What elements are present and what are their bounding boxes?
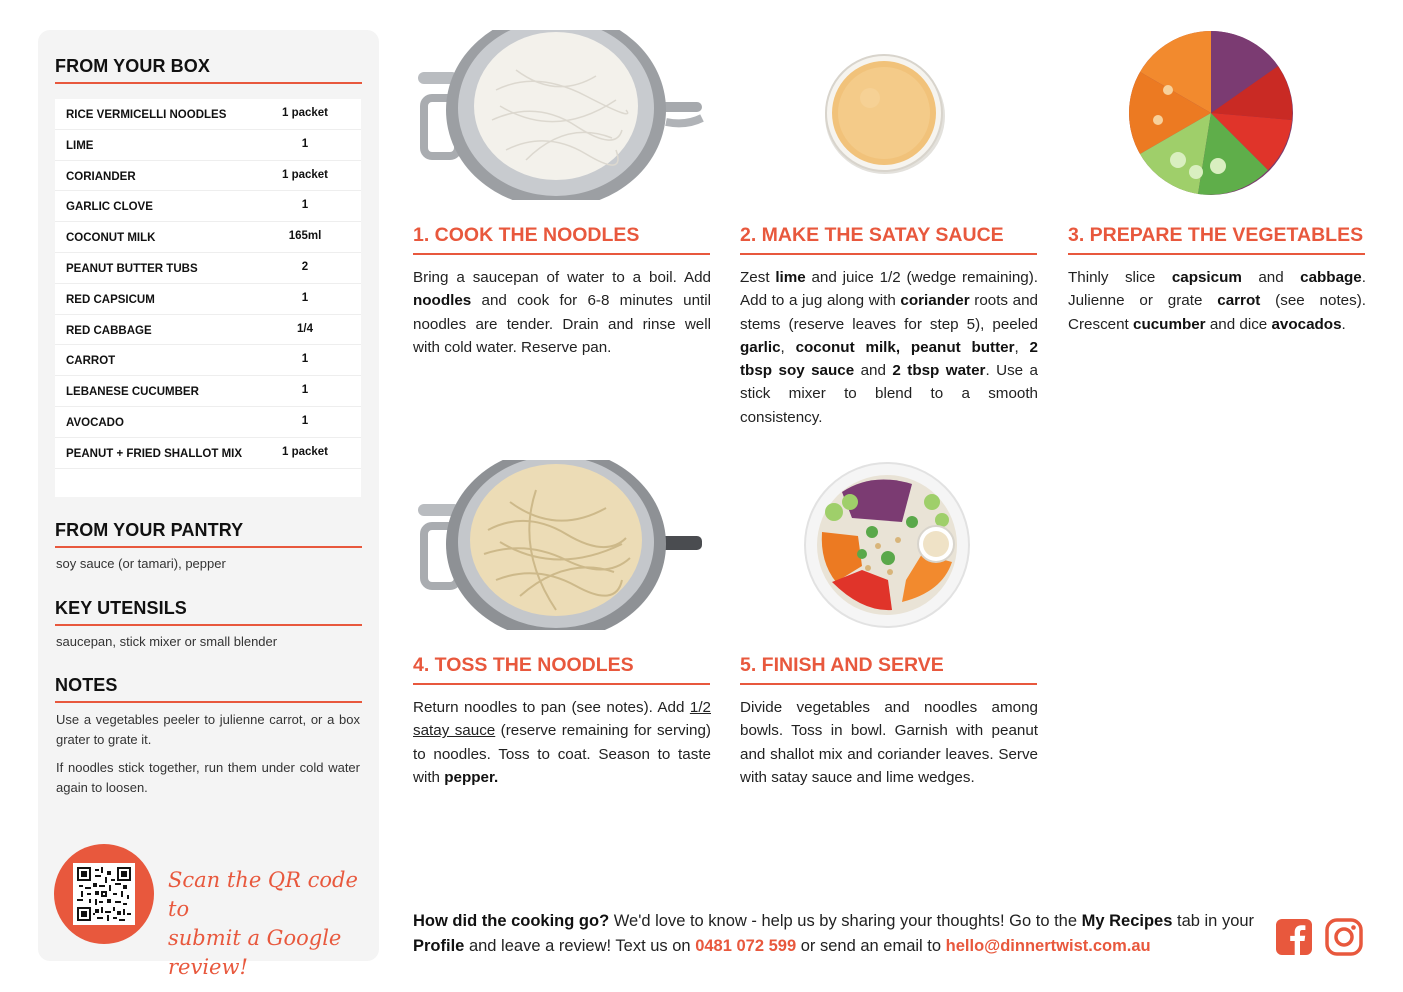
notes-title: NOTES	[55, 675, 118, 695]
qr-code[interactable]	[73, 863, 135, 925]
ingredient-highlight: coconut milk, peanut butter	[795, 338, 1015, 356]
ingredient-underlined: 1/2 satay sauce	[413, 699, 711, 740]
step-5-body: Divide vegetables and noodles among bowls. Toss in bowl. Garnish with peanut and shallot mix and coriander leaves. Serve with satay sauce and lime wedges.	[740, 699, 1038, 786]
ingredient-name: PEANUT + FRIED SHALLOT MIX	[66, 447, 243, 460]
text: Return noodles to pan (see notes). Add	[413, 699, 690, 716]
ingredient-qty: 1	[301, 199, 309, 212]
footer-question: How did the cooking go?	[413, 912, 610, 930]
from-your-pantry-title: FROM YOUR PANTRY	[55, 520, 244, 540]
ingredient-row	[55, 99, 361, 130]
step-5-title: 5. FINISH AND SERVE	[740, 654, 944, 676]
step-1-title: 1. COOK THE NOODLES	[413, 224, 640, 246]
ingredient-highlight: carrot	[1217, 292, 1261, 310]
ingredient-highlight: garlic	[740, 338, 781, 356]
profile-label: Profile	[413, 937, 465, 955]
step-3-body	[1068, 266, 1366, 336]
satay-sauce-photo	[822, 52, 948, 176]
ingredient-qty: 1	[301, 384, 309, 397]
text: and leave a review! Text us on	[464, 937, 696, 955]
finished-bowl-photo	[802, 462, 972, 628]
ingredient-name: RICE VERMICELLI NOODLES	[66, 109, 227, 121]
ingredient-row	[55, 253, 361, 284]
pantry-text: soy sauce (or tamari), pepper	[56, 556, 226, 571]
text: . Use a stick mixer to blend to a smooth consistency.	[740, 362, 1039, 426]
ingredient-row	[55, 284, 361, 315]
text: . Julienne or grate	[1068, 269, 1366, 310]
ingredient-row	[55, 315, 361, 346]
ingredient-name: RED CABBAGE	[66, 324, 152, 337]
divider	[1068, 253, 1365, 255]
note-text: Use a vegetables peeler to julienne carrot, or a box grater to grate it.	[56, 712, 360, 747]
ingredient-name: LEBANESE CUCUMBER	[66, 386, 199, 399]
text: and dice	[1205, 315, 1272, 333]
ingredient-highlight: cucumber	[1133, 315, 1206, 333]
ingredient-name: PEANUT BUTTER TUBS	[66, 262, 198, 275]
ingredient-name: GARLIC CLOVE	[66, 201, 153, 214]
text: and	[854, 362, 893, 380]
ingredient-qty: 1 packet	[281, 107, 329, 119]
ingredient-row	[55, 130, 361, 161]
ingredient-qty: 1	[301, 414, 309, 427]
text: ,	[780, 338, 796, 356]
text: and	[1241, 269, 1301, 286]
ingredient-qty: 1	[301, 353, 309, 366]
ingredient-highlight: avocados	[1271, 315, 1342, 333]
text: Thinly slice	[1068, 269, 1172, 286]
text: or send an email to	[796, 937, 946, 955]
ingredient-qty: 165ml	[288, 230, 322, 243]
ingredient-highlight: lime	[775, 269, 806, 286]
divider	[413, 683, 710, 685]
text: roots and stems (reserve leaves for step 5), peeled	[740, 292, 1039, 333]
qr-text-line1: Scan the QR code to	[168, 868, 358, 921]
text: We'd love to know - help us by sharing your thoughts! Go to the	[609, 912, 1082, 930]
text: Bring a saucepan of water to a boil. Add	[413, 269, 711, 286]
ingredient-row	[55, 376, 361, 407]
step-3-title: 3. PREPARE THE VEGETABLES	[1068, 224, 1364, 246]
ingredient-row	[55, 438, 361, 469]
ingredient-highlight: 2 tbsp soy sauce	[740, 338, 1038, 380]
step-1-body	[413, 266, 711, 359]
ingredient-name: CORIANDER	[66, 170, 136, 183]
text: (see notes). Crescent	[1068, 292, 1366, 333]
divider	[55, 82, 362, 84]
ingredient-qty: 1/4	[297, 322, 313, 335]
qr-text-line2: submit a Google review!	[168, 926, 342, 979]
ingredient-row	[55, 191, 361, 222]
qr-badge[interactable]	[54, 844, 154, 944]
note-text: If noodles stick together, run them under cold water again to loosen.	[56, 760, 360, 795]
divider	[740, 683, 1037, 685]
prepared-vegetables-photo	[1128, 30, 1294, 196]
ingredient-qty: 1	[301, 291, 309, 304]
text: .	[1341, 315, 1346, 333]
instagram-icon[interactable]	[1325, 918, 1363, 956]
ingredient-row	[55, 222, 361, 253]
ingredient-highlight: coriander	[900, 292, 970, 310]
text: and juice 1/2 (wedge remaining). Add to a jug along with	[740, 269, 1038, 310]
ingredient-name: CARROT	[66, 355, 116, 368]
step-2-body	[740, 266, 1038, 429]
ingredient-name: LIME	[66, 139, 94, 152]
phone-link[interactable]: 0481 072 599	[695, 937, 797, 955]
text: and cook for 6-8 minutes until noodles are tender. Drain and rinse well with cold water. Reserve pan.	[413, 292, 711, 356]
divider	[413, 253, 710, 255]
ingredient-qty: 2	[301, 260, 309, 273]
divider	[740, 253, 1037, 255]
text: tab in your	[1172, 912, 1255, 930]
divider	[55, 624, 362, 626]
facebook-icon[interactable]	[1275, 918, 1313, 956]
ingredient-row	[55, 161, 361, 192]
text: ,	[1014, 338, 1030, 356]
utensils-text: saucepan, stick mixer or small blender	[56, 634, 278, 649]
ingredient-name: COCONUT MILK	[66, 232, 156, 245]
ingredients-sidebar	[38, 30, 379, 979]
email-link[interactable]: hello@dinnertwist.com.au	[945, 937, 1151, 955]
ingredient-name: RED CAPSICUM	[66, 293, 155, 306]
step-4-title: 4. TOSS THE NOODLES	[413, 654, 634, 676]
text: (reserve remaining for serving) to noodles. Toss to coat. Season to taste with	[413, 722, 711, 786]
ingredients-table	[55, 99, 361, 497]
ingredient-highlight: cabbage	[1300, 269, 1362, 286]
ingredient-highlight: pepper.	[444, 768, 499, 786]
step-2-title: 2. MAKE THE SATAY SAUCE	[740, 224, 1004, 246]
ingredient-highlight: capsicum	[1171, 269, 1242, 286]
qr-review-text	[168, 866, 368, 982]
divider	[55, 546, 362, 548]
key-utensils-title: KEY UTENSILS	[55, 598, 187, 618]
text: Zest	[740, 269, 776, 286]
ingredient-qty: 1	[301, 137, 309, 150]
ingredient-row	[55, 345, 361, 376]
cooked-noodles-photo	[416, 30, 704, 200]
tossed-noodles-photo	[416, 460, 704, 630]
step-4-body	[413, 696, 711, 789]
ingredient-name: AVOCADO	[66, 416, 124, 429]
ingredient-qty: 1 packet	[281, 168, 329, 181]
ingredient-highlight: 2 tbsp water	[892, 362, 986, 380]
divider	[55, 701, 362, 703]
my-recipes-label: My Recipes	[1081, 912, 1173, 930]
from-your-box-title: FROM YOUR BOX	[55, 56, 210, 76]
ingredient-highlight: noodles	[413, 292, 472, 310]
ingredient-qty: 1 packet	[281, 445, 329, 458]
ingredient-row	[55, 407, 361, 438]
review-footer	[413, 909, 1263, 959]
